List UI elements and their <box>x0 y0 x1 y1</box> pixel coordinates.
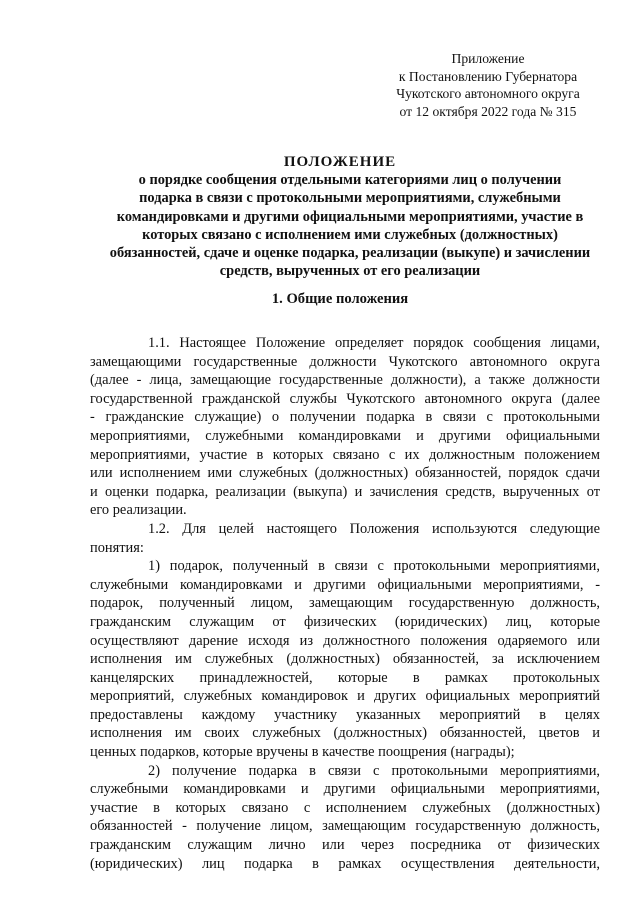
paragraph-line: участие в которых связано с исполнением служебных (должностных) <box>90 799 600 816</box>
subtitle-line: подарка в связи с протокольными мероприятиями, служебными <box>139 190 561 207</box>
section-heading: 1. Общие положения <box>271 291 409 307</box>
document-title: ПОЛОЖЕНИЕ <box>283 154 397 170</box>
appendix-line: Чукотского автономного округа <box>396 86 580 101</box>
paragraph-line: мероприятиями, служебными командировками и другими официальными <box>90 427 600 444</box>
paragraph-line: осуществляют дарение исходя из должностного положения одаряемого или <box>90 632 600 649</box>
paragraph-line: (юридических) лиц подарка в рамках осуществления деятельности, <box>90 855 600 872</box>
paragraph-line: (далее - лица, замещающие государственные должности), а также должности <box>90 372 600 389</box>
document-subtitle <box>80 171 620 281</box>
paragraph-line: гражданским служащим лично или через посредника от физических <box>90 837 600 854</box>
body-text <box>90 334 600 873</box>
paragraph-line: понятия: <box>90 539 144 556</box>
paragraph-line: служебными командировками и другими официальными мероприятиями, <box>90 781 600 798</box>
paragraph-line: или исполнением ими служебных (должностных) обязанностей, порядок сдачи <box>90 465 600 482</box>
paragraph-line: служебными командировками и другими официальными мероприятиями, - <box>90 576 600 593</box>
appendix-header <box>388 50 588 120</box>
paragraph-line: 1.1. Настоящее Положение определяет порядок сообщения лицами, <box>148 335 600 351</box>
subtitle-line: которых связано с исполнением ими служебных (должностных) <box>142 226 558 243</box>
paragraph-line: 1) подарок, полученный в связи с протокольными мероприятиями, <box>148 558 600 575</box>
paragraph-line: гражданским служащим от физических (юридических) лиц, которые <box>90 613 600 630</box>
appendix-line: Приложение <box>451 51 525 66</box>
paragraph-line: мероприятий, служебных командировок и других официальных мероприятий <box>90 688 600 705</box>
appendix-line: от 12 октября 2022 года № 315 <box>399 103 577 119</box>
paragraph-line: предоставлены каждому участнику указанных мероприятий в целях <box>90 706 600 723</box>
paragraph-line: исполнения им своих служебных (должностных) обязанностей, цветов и <box>90 725 600 742</box>
paragraph-line: государственной гражданской службы Чукотского автономного округа (далее <box>90 390 600 407</box>
paragraph-line: исполнения им служебных (должностных) обязанностей, за исключением <box>90 651 600 668</box>
paragraph-line: и оценки подарка, реализации (выкупа) и зачисления средств, вырученных от <box>90 483 600 500</box>
paragraph-line: его реализации. <box>90 502 187 519</box>
paragraph-line: замещающими государственные должности Чукотского автономного округа <box>90 353 600 370</box>
subtitle-line: командировками и другими официальными мероприятиями, участие в <box>116 208 584 225</box>
paragraph-line: - гражданские служащие) о получении подарка в связи с протокольными <box>90 409 600 426</box>
paragraph-line: мероприятиями, участие в которых связано с их должностным положением <box>90 446 600 463</box>
appendix-line: к Постановлению Губернатора <box>398 68 578 84</box>
paragraph-line: канцелярских принадлежностей, которые в рамках протокольных <box>90 669 600 686</box>
subtitle-line: средств, вырученных от его реализации <box>219 263 481 280</box>
paragraph-line: 1.2. Для целей настоящего Положения используются следующие <box>148 520 600 537</box>
subtitle-line: о порядке сообщения отдельными категориями лиц о получении <box>138 172 562 188</box>
subtitle-line: обязанностей, сдаче и оценке подарка, реализации (выкупе) и зачислении <box>109 245 591 262</box>
paragraph-line: подарок, полученный лицом, замещающим государственную должность, <box>90 595 600 612</box>
paragraph-line: ценных подарков, которые вручены в качестве поощрения (награды); <box>90 744 515 761</box>
paragraph-line: 2) получение подарка в связи с протокольными мероприятиями, <box>148 762 600 779</box>
paragraph-line: обязанностей - получение лицом, замещающим государственную должность, <box>90 818 600 835</box>
